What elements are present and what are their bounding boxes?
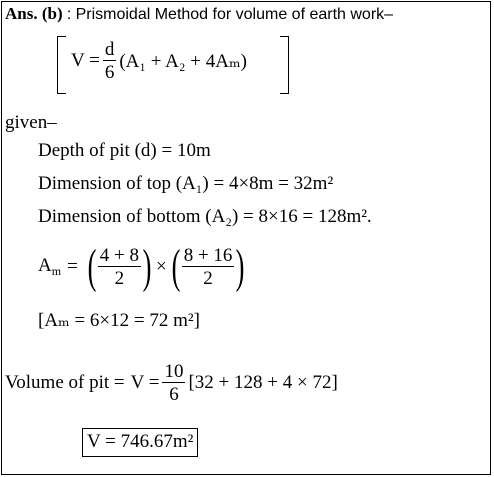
given-label: given–	[5, 112, 57, 133]
colon: :	[66, 6, 72, 23]
am-equals: =	[67, 256, 78, 277]
answer-label: Ans. (b)	[5, 4, 63, 23]
left-bracket	[57, 36, 66, 94]
final-answer: V = 746.67m²	[87, 431, 194, 452]
times-sign: ×	[155, 256, 167, 277]
volume-bracket: [32 + 128 + 4 × 72]	[188, 372, 338, 393]
given-bottom: Dimension of bottom (A₂) = 8×16 = 128m².	[38, 206, 372, 227]
am-fraction-2: $\frac{8 + 16}{2}$	[183, 245, 233, 289]
am-expression	[38, 238, 248, 296]
right-bracket	[280, 36, 289, 94]
left-paren-2: (	[171, 240, 181, 293]
given-depth: Depth of pit (d) = 10m	[38, 140, 211, 161]
volume-label: Volume of pit =	[5, 372, 125, 393]
right-paren-1: )	[142, 240, 152, 293]
given-top: Dimension of top (A₁) = 4×8m = 32m²	[38, 173, 334, 194]
left-paren-1: (	[87, 240, 97, 293]
formula-frac-num: d	[104, 39, 115, 60]
formula-lhs: V =	[71, 50, 100, 71]
volume-fraction: $\frac{10}{6}$	[164, 361, 184, 405]
am-fraction-1: $\frac{4 + 8}{2}$	[99, 245, 139, 289]
header-title: Prismoidal Method for volume of earth work–	[75, 6, 394, 23]
am-lhs: $A_m$	[38, 255, 62, 278]
prismoidal-formula	[57, 34, 289, 96]
formula-rhs: (A₁ + A₂ + 4Aₘ)	[119, 50, 247, 72]
header-line	[5, 4, 393, 24]
am-result: [Aₘ = 6×12 = 72 m²]	[38, 310, 200, 331]
final-answer-box	[82, 428, 198, 457]
volume-lhs: V =	[130, 372, 160, 393]
volume-line	[5, 362, 338, 404]
formula-fraction	[103, 40, 117, 82]
right-paren-2: )	[236, 240, 245, 293]
formula-frac-den: 6	[104, 62, 115, 83]
